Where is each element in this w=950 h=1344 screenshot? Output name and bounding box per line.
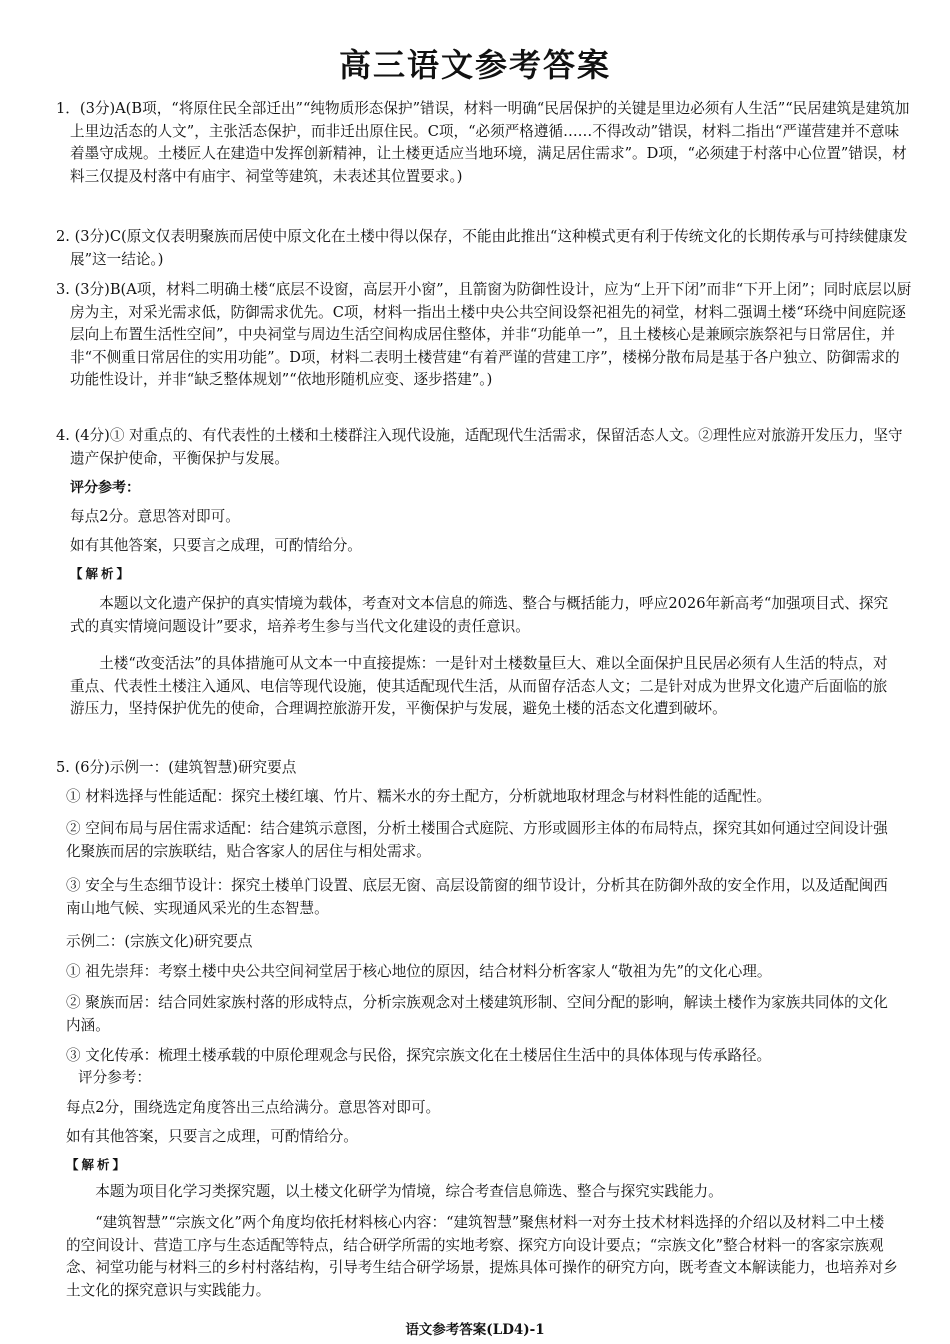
page-footer: 语文参考答案(LD4)-1 <box>405 1322 545 1338</box>
analysis-para-1: 本题以文化遗产保护的真实情境为载体，考查对文本信息的筛选、整合与概括能力，呼应2026年新高考“加强项目式、探究式的真实情境问题设计”要求，培养考生参与当代文化建设的责任意识。 <box>70 595 889 635</box>
answer-3: 3. (3分)B(A项，材料二明确土楼“底层不设窗，高层开小窗”，且箭窗为防御性设计，应为“上开下闭”而非“下开上闭”；同时底层以厨房为主，对采光需求低，防御需求优先。C项，材料一指出土楼中央公共空间设祭祀祖先的祠堂，材料二强调土楼“环绕中间庭院逐层向上布置生活性空间”，中央祠堂与周边生活空间构成居住整体，并非“功能单一”，且土楼核心是兼顾宗族祭祀与日常居住，并非“不侧重日常居住的实用功能”。D项，材料二表明土楼营建“有着严谨的营建工序”，楼梯分散布局是基于各户独立、防御需求的功能性设计，并非“缺乏整体规划”“依地形随机应变、逐步搭建”。) <box>56 281 912 388</box>
analysis-5-label: 【解析】 <box>66 1157 129 1172</box>
example-2-point-3: ③ 文化传承：梳理土楼承载的中原伦理观念与民俗，探究宗族文化在土楼居住生活中的具体体现与传承路径。 <box>66 1047 772 1064</box>
page-title: 高三语文参考答案 <box>338 46 611 84</box>
answer-5: 5. (6分)示例一：(建筑智慧)研究要点 <box>56 759 297 776</box>
answer-4: 4. (4分)① 对重点的、有代表性的土楼和土楼群注入现代设施，适配现代生活需求，保留活态人文。②理性应对旅游开发压力，坚守遗产保护使命，平衡保护与发展。 <box>56 427 903 467</box>
analysis-label: 【解析】 <box>70 566 133 581</box>
example-2-point-2: ② 聚族而居：结合同姓家族村落的形成特点，分析宗族观念对土楼建筑形制、空间分配的影响，解读土楼作为家族共同体的文化内涵。 <box>66 994 888 1034</box>
answer-2: 2. (3分)C(原文仅表明聚族而居使中原文化在土楼中得以保存，不能由此推出“这种模式更有利于传统文化的长期传承与可持续健康发展”这一结论。) <box>56 228 908 268</box>
scoring-label: 评分参考： <box>70 480 140 496</box>
analysis-5-para-2: “建筑智慧”“宗族文化”两个角度均依托材料核心内容：“建筑智慧”聚焦材料一对夯土技术材料选择的介绍以及材料二中土楼的空间设计、营造工序与生态适配等特点，结合研学所需的实地考察、探究方向设计要点；“宗族文化”整合材料一的客家宗族观念、祠堂功能与材料三的乡村村落结构，引导考生结合研学场景，提炼具体可操作的研究方向，既考查文本解读能力，也培养对乡土文化的探究意识与实践能力。 <box>66 1214 898 1299</box>
scoring-5-line-2: 如有其他答案，只要言之成理，可酌情给分。 <box>66 1128 358 1145</box>
analysis-para-2: 土楼“改变活法”的具体措施可从文本一中直接提炼：一是针对土楼数量巨大、难以全面保护且民居必须有人生活的特点，对重点、代表性土楼注入通风、电信等现代设施，使其适配现代生活，从而留存活态人文；二是针对成为世界文化遗产后面临的旅游压力，坚持保护优先的使命，合理调控旅游开发，平衡保护与发展，避免土楼的活态文化遭到破坏。 <box>70 655 888 717</box>
example-2-heading: 示例二：(宗族文化)研究要点 <box>66 933 253 950</box>
example-1-point-1: ① 材料选择与性能适配：探究土楼红壤、竹片、糯米水的夯土配方，分析就地取材理念与材料性能的适配性。 <box>66 788 772 805</box>
example-2-point-1: ① 祖先崇拜：考察土楼中央公共空间祠堂居于核心地位的原因，结合材料分析客家人“敬祖为先”的文化心理。 <box>66 963 772 980</box>
scoring-5-line-1: 每点2分，围绕选定角度答出三点给满分。意思答对即可。 <box>66 1099 441 1116</box>
scoring-label-5: 评分参考： <box>78 1069 151 1086</box>
answer-1: 1．(3分)A(B项，“将原住民全部迁出”“纯物质形态保护”错误，材料一明确“民居保护的关键是里边必须有人生活”“民居建筑是建筑加上里边活态的人文”，主张活态保护，而非迁出原住民。C项，“必须严格遵循……不得改动”错误，材料二指出“严谨营建并不意味着墨守成规。土楼匠人在建造中发挥创新精神，让土楼更适应当地环境，满足居住需求”。D项，“必须建于村落中心位置”错误，材料三仅提及村落中有庙宇、祠堂等建筑，未表述其位置要求。) <box>56 100 910 185</box>
example-1-point-3: ③ 安全与生态细节设计：探究土楼单门设置、底层无窗、高层设箭窗的细节设计，分析其在防御外敌的安全作用，以及适配闽西南山地气候、实现通风采光的生态智慧。 <box>66 877 888 917</box>
analysis-5-para-1: 本题为项目化学习类探究题，以土楼文化研学为情境，综合考查信息筛选、整合与探究实践能力。 <box>95 1183 723 1200</box>
scoring-line-2: 如有其他答案，只要言之成理，可酌情给分。 <box>70 537 362 554</box>
example-1-point-2: ② 空间布局与居住需求适配：结合建筑示意图，分析土楼围合式庭院、方形或圆形主体的布局特点，探究其如何通过空间设计强化聚族而居的宗族联结，贴合客家人的居住与相处需求。 <box>66 820 888 860</box>
scoring-line-1: 每点2分。意思答对即可。 <box>70 508 240 525</box>
